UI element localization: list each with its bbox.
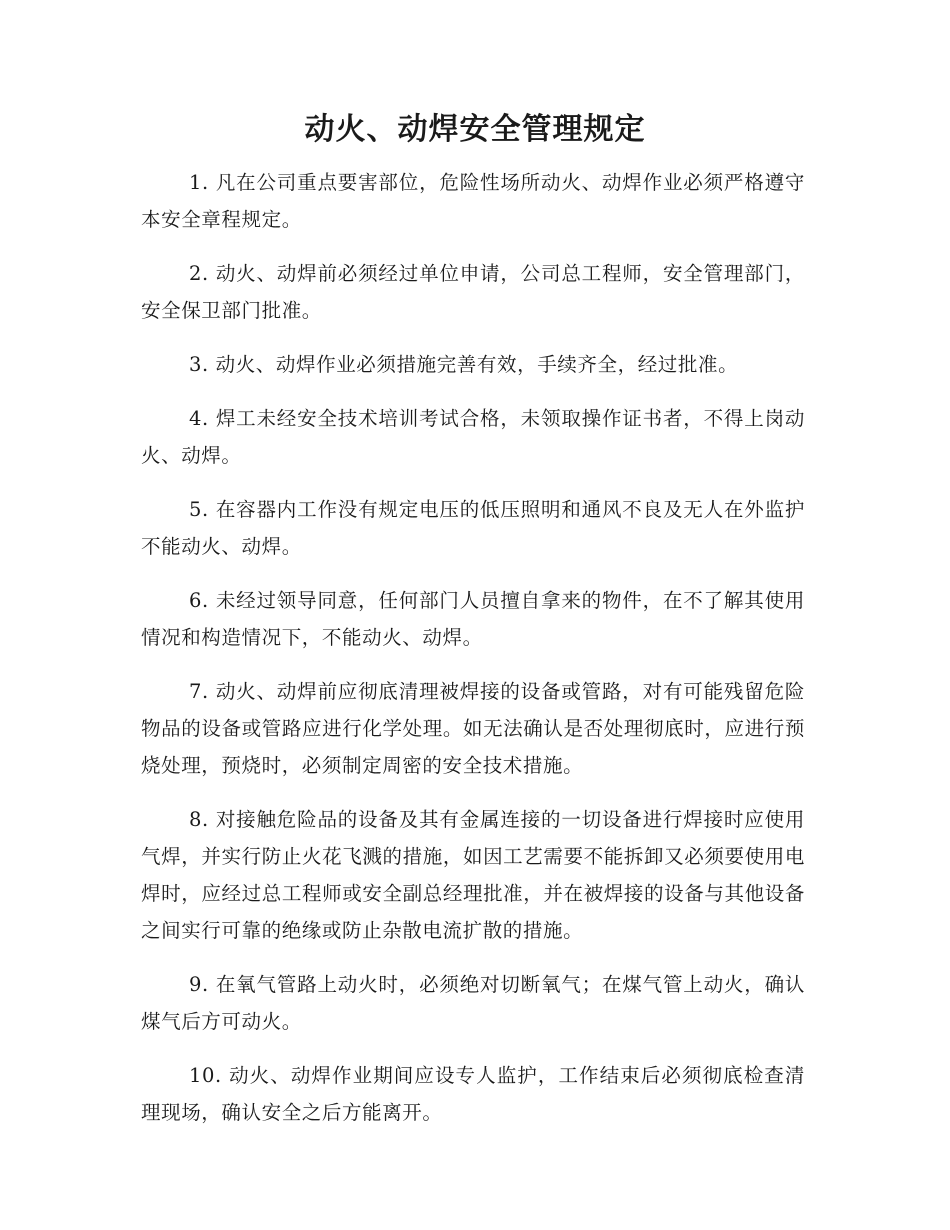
paragraph-2: 2. 动火、动焊前必须经过单位申请，公司总工程师，安全管理部门，安全保卫部门批准。 bbox=[141, 262, 805, 322]
paragraph-7: 7. 动火、动焊前应彻底清理被焊接的设备或管路，对有可能残留危险物品的设备或管路应进行化学处理。如无法确认是否处理彻底时，应进行预烧处理，预烧时，必须制定周密的安全技术措施。 bbox=[141, 680, 805, 777]
paragraph-1: 1. 凡在公司重点要害部位，危险性场所动火、动焊作业必须严格遵守本安全章程规定。 bbox=[141, 171, 805, 231]
paragraph-8: 8. 对接触危险品的设备及其有金属连接的一切设备进行焊接时应使用气焊，并实行防止火花飞溅的措施，如因工艺需要不能拆卸又必须要使用电焊时，应经过总工程师或安全副总经理批准，并在被焊接的设备与其他设备之间实行可靠的绝缘或防止杂散电流扩散的措施。 bbox=[141, 808, 805, 942]
paragraph-9: 9. 在氧气管路上动火时，必须绝对切断氧气；在煤气管上动火，确认煤气后方可动火。 bbox=[141, 973, 805, 1033]
document-body bbox=[141, 164, 805, 1148]
paragraph-5: 5. 在容器内工作没有规定电压的低压照明和通风不良及无人在外监护不能动火、动焊。 bbox=[141, 498, 805, 558]
paragraph-10: 10. 动火、动焊作业期间应设专人监护，工作结束后必须彻底检查清理现场，确认安全之后方能离开。 bbox=[141, 1064, 805, 1124]
document-title: 动火、动焊安全管理规定 bbox=[304, 112, 646, 147]
paragraph-3: 3. 动火、动焊作业必须措施完善有效，手续齐全，经过批准。 bbox=[189, 353, 739, 376]
paragraph-4: 4. 焊工未经安全技术培训考试合格，未领取操作证书者，不得上岗动火、动焊。 bbox=[141, 407, 805, 467]
paragraph-6: 6. 未经过领导同意，任何部门人员擅自拿来的物件，在不了解其使用情况和构造情况下，不能动火、动焊。 bbox=[141, 589, 805, 649]
